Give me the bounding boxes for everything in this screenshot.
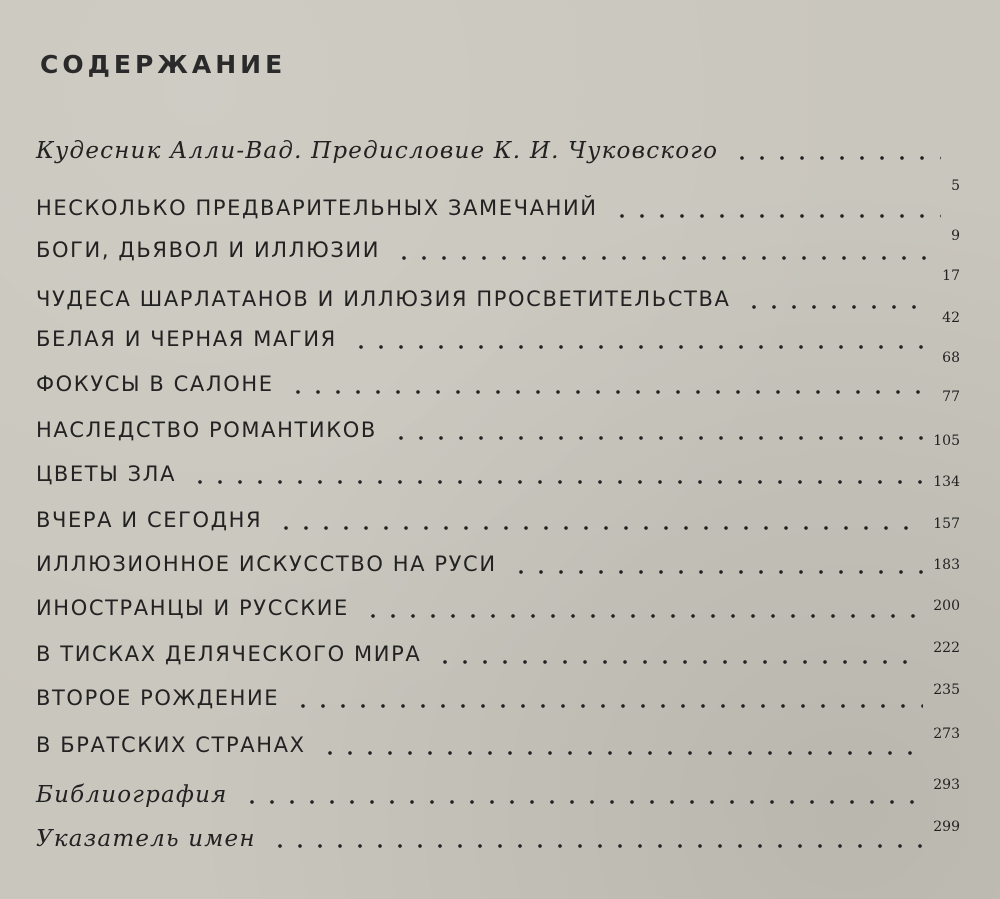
- toc-entry: [36, 508, 960, 538]
- toc-entry: [36, 138, 960, 194]
- toc-entry-title: ЧУДЕСА ШАРЛАТАНОВ И ИЛЛЮЗИЯ ПРОСВЕТИТЕЛЬСТВА: [36, 287, 731, 311]
- toc-entry: [36, 596, 960, 626]
- toc-entry-title: В БРАТСКИХ СТРАНАХ: [36, 733, 306, 757]
- toc-entry: [36, 372, 960, 405]
- toc-entry-page: 77: [942, 389, 960, 405]
- toc-entry-page: 273: [933, 726, 960, 742]
- toc-entry-title: Указатель имен: [36, 826, 256, 852]
- toc-entry-title: ВЧЕРА И СЕГОДНЯ: [36, 508, 263, 532]
- toc-entry-page: 157: [933, 516, 960, 532]
- toc-entry-page: 17: [942, 268, 960, 284]
- toc-entry-title: В ТИСКАХ ДЕЛЯЧЕСКОГО МИРА: [36, 642, 422, 666]
- dot-leader: [744, 305, 932, 309]
- toc-entry-title: БОГИ, ДЬЯВОЛ И ИЛЛЮЗИИ: [36, 238, 381, 262]
- toc-entry: [36, 642, 960, 672]
- toc-entry-title: Кудесник Алли-Вад. Предисловие К. И. Чуковского: [36, 138, 719, 164]
- page-title: СОДЕРЖАНИЕ: [40, 50, 287, 79]
- toc-entry-page: 299: [933, 819, 960, 835]
- toc-entry-page: 200: [933, 598, 960, 614]
- toc-entry-title: НЕСКОЛЬКО ПРЕДВАРИТЕЛЬНЫХ ЗАМЕЧАНИЙ: [36, 196, 598, 220]
- dot-leader: [320, 751, 923, 755]
- toc-entry: [36, 196, 960, 244]
- toc-entry-page: 235: [933, 682, 960, 698]
- toc-entry-title: БЕЛАЯ И ЧЕРНАЯ МАГИЯ: [36, 327, 337, 351]
- dot-leader: [511, 570, 923, 574]
- toc-entry-title: ФОКУСЫ В САЛОНЕ: [36, 372, 274, 396]
- dot-leader: [288, 390, 932, 394]
- toc-entry: [36, 682, 960, 716]
- toc-entry-page: 293: [933, 777, 960, 793]
- toc-entry: [36, 462, 960, 492]
- toc-entry: [36, 418, 960, 448]
- toc-entry: [36, 327, 960, 366]
- toc-entry: [36, 287, 960, 326]
- toc-entry-page: 134: [933, 474, 960, 490]
- dot-leader: [351, 345, 932, 349]
- toc-entry-page: 105: [933, 433, 960, 449]
- toc-entry-title: Библиография: [36, 782, 228, 808]
- dot-leader: [276, 526, 923, 530]
- toc-entry-page: 5: [951, 178, 960, 194]
- dot-leader: [363, 614, 923, 618]
- toc-entry: [36, 726, 960, 763]
- toc-entry: [36, 238, 960, 284]
- toc-entry-page: 222: [933, 640, 960, 656]
- toc-entry-page: 9: [951, 228, 960, 244]
- dot-leader: [394, 256, 932, 260]
- dot-leader: [270, 844, 923, 848]
- toc-entry-title: НАСЛЕДСТВО РОМАНТИКОВ: [36, 418, 377, 442]
- toc-entry-title: ЦВЕТЫ ЗЛА: [36, 462, 177, 486]
- toc-entry-title: ИЛЛЮЗИОННОЕ ИСКУССТВО НА РУСИ: [36, 552, 497, 576]
- dot-leader: [435, 660, 923, 664]
- dot-leader: [242, 800, 923, 804]
- toc-entry: [36, 777, 960, 812]
- toc-entry-page: 183: [933, 557, 960, 573]
- dot-leader: [190, 480, 923, 484]
- toc-entry-title: ИНОСТРАНЦЫ И РУССКИЕ: [36, 596, 349, 620]
- toc-entry-title: ВТОРОЕ РОЖДЕНИЕ: [36, 686, 280, 710]
- dot-leader: [293, 704, 923, 708]
- dot-leader: [391, 436, 923, 440]
- dot-leader: [732, 156, 941, 160]
- toc-entry: [36, 552, 960, 582]
- toc-entry-page: 42: [942, 310, 960, 326]
- toc-entry: [36, 819, 960, 856]
- dot-leader: [612, 214, 941, 218]
- toc-entry-page: 68: [942, 350, 960, 366]
